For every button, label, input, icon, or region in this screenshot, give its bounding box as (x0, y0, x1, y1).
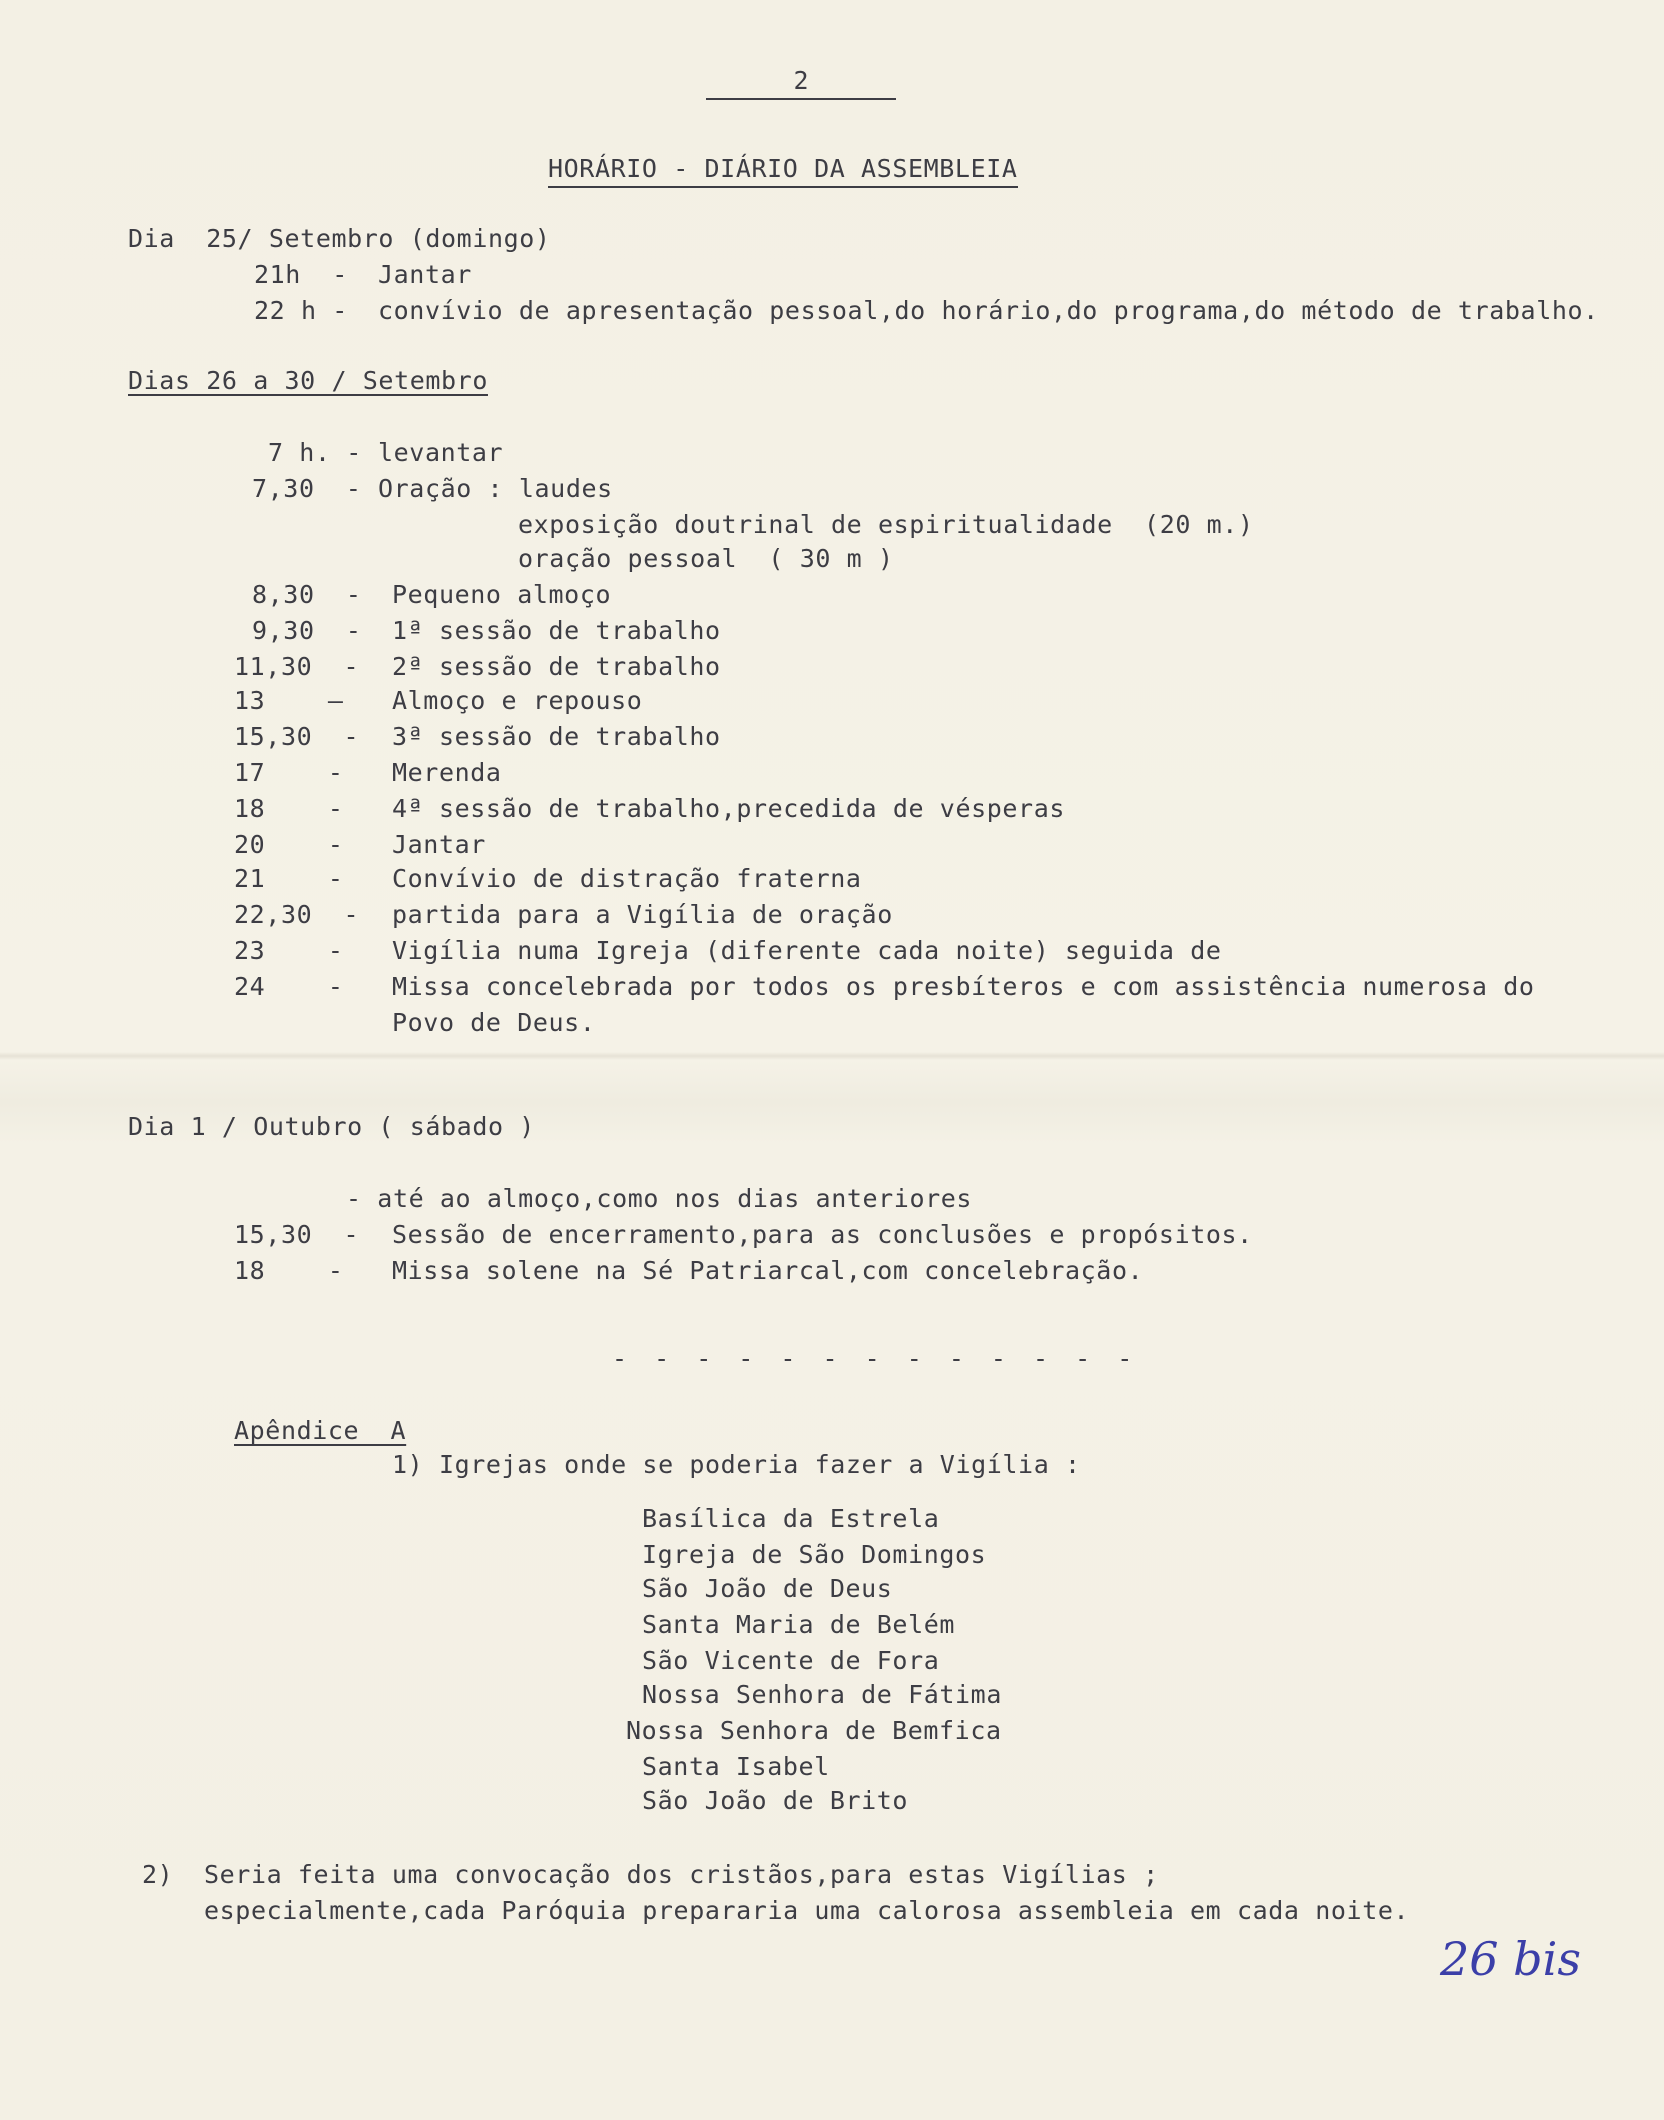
church-list-item: Santa Isabel (642, 1752, 830, 1781)
schedule-time: 21h - (254, 260, 348, 289)
schedule-activity: levantar (378, 438, 504, 467)
appendix-item-2-line: especialmente,cada Paróquia prepararia uma calorosa assembleia em cada noite. (204, 1896, 1410, 1925)
schedule-activity: Pequeno almoço (392, 580, 612, 609)
schedule-time: 18 - (234, 1256, 344, 1285)
appendix-item-1: 1) Igrejas onde se poderia fazer a Vigília : (392, 1450, 1081, 1479)
schedule-time: 22,30 - (234, 900, 360, 929)
days26-30-heading: Dias 26 a 30 / Setembro (128, 366, 488, 395)
schedule-activity: convívio de apresentação pessoal,do horário,do programa,do método de trabalho. (378, 296, 1599, 325)
schedule-activity: 3ª sessão de trabalho (392, 722, 721, 751)
schedule-time: 15,30 - (234, 722, 360, 751)
document-title: HORÁRIO - DIÁRIO DA ASSEMBLEIA (548, 154, 1018, 188)
schedule-activity: partida para a Vigília de oração (392, 900, 893, 929)
schedule-activity: Povo de Deus. (392, 1008, 596, 1037)
schedule-activity: Missa solene na Sé Patriarcal,com concelebração. (392, 1256, 1144, 1285)
schedule-time: 20 - (234, 830, 344, 859)
schedule-time: 11,30 - (234, 652, 360, 681)
church-list-item: Basílica da Estrela (642, 1504, 940, 1533)
schedule-activity: Missa concelebrada por todos os presbíteros e com assistência numerosa do (392, 972, 1535, 1001)
schedule-time: 9,30 - (252, 616, 362, 645)
schedule-time: 7,30 - (252, 474, 362, 503)
schedule-activity: Merenda (392, 758, 502, 787)
church-list-item: São Vicente de Fora (642, 1646, 940, 1675)
page-number: 2 (706, 66, 896, 100)
schedule-time: 21 - (234, 864, 344, 893)
church-list-item: Igreja de São Domingos (642, 1540, 987, 1569)
church-list-item: Nossa Senhora de Fátima (642, 1680, 1002, 1709)
schedule-activity: exposição doutrinal de espiritualidade (20 m.) (518, 510, 1254, 539)
schedule-time: 13 — (234, 686, 344, 715)
schedule-time: 24 - (234, 972, 344, 1001)
schedule-activity: 1ª sessão de trabalho (392, 616, 721, 645)
paper-fold (0, 1052, 1664, 1060)
appendix-heading: Apêndice A (234, 1416, 407, 1445)
schedule-time: 23 - (234, 936, 344, 965)
schedule-time: 15,30 - (234, 1220, 360, 1249)
schedule-activity: Oração : laudes (378, 474, 613, 503)
schedule-activity: Sessão de encerramento,para as conclusões e propósitos. (392, 1220, 1253, 1249)
church-list-item: São João de Deus (642, 1574, 893, 1603)
schedule-time: 18 - (234, 794, 344, 823)
church-list-item: São João de Brito (642, 1786, 909, 1815)
schedule-time: 22 h - (254, 296, 348, 325)
schedule-time: 8,30 - (252, 580, 362, 609)
schedule-time: 17 - (234, 758, 344, 787)
appendix-item-2-number: 2) (142, 1860, 174, 1889)
schedule-activity: Jantar (392, 830, 486, 859)
appendix-item-2-line: Seria feita uma convocação dos cristãos,para estas Vigílias ; (204, 1860, 1159, 1889)
schedule-activity: Convívio de distração fraterna (392, 864, 862, 893)
schedule-activity: 2ª sessão de trabalho (392, 652, 721, 681)
schedule-activity: - até ao almoço,como nos dias anteriores (346, 1184, 973, 1213)
schedule-activity: Almoço e repouso (392, 686, 643, 715)
schedule-time: 7 h. - (268, 438, 362, 467)
schedule-activity: oração pessoal ( 30 m ) (518, 544, 894, 573)
section-separator: - - - - - - - - - - - - - (612, 1344, 1139, 1373)
church-list-item: Santa Maria de Belém (642, 1610, 956, 1639)
day1-heading: Dia 1 / Outubro ( sábado ) (128, 1112, 535, 1141)
schedule-activity: 4ª sessão de trabalho,precedida de vésperas (392, 794, 1066, 823)
schedule-activity: Vigília numa Igreja (diferente cada noite) seguida de (392, 936, 1222, 965)
day25-heading: Dia 25/ Setembro (domingo) (128, 224, 551, 253)
church-list-item: Nossa Senhora de Bemfica (626, 1716, 1002, 1745)
handwritten-page-note: 26 bis (1440, 1932, 1581, 1986)
schedule-activity: Jantar (378, 260, 472, 289)
